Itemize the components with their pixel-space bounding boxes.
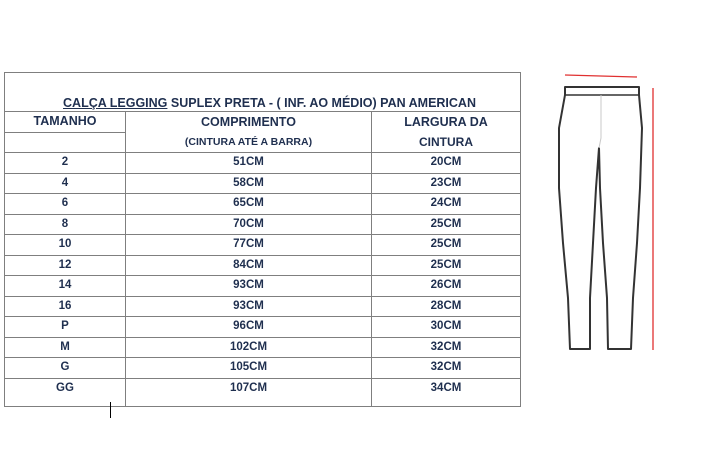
text-cursor	[110, 402, 111, 418]
table-row	[5, 276, 521, 297]
waist-cell: 30CM	[372, 317, 521, 338]
waist-cell: 25CM	[372, 255, 521, 276]
length-cell: 107CM	[126, 378, 372, 406]
table-row	[5, 378, 521, 406]
table-row	[5, 317, 521, 338]
table-row	[5, 255, 521, 276]
length-cell: 105CM	[126, 358, 372, 379]
waist-cell: 34CM	[372, 378, 521, 406]
length-cell: 96CM	[126, 317, 372, 338]
size-cell: 12	[5, 255, 126, 276]
length-cell: 58CM	[126, 173, 372, 194]
waist-cell: 32CM	[372, 337, 521, 358]
subheader-row	[5, 132, 521, 153]
table-row	[5, 153, 521, 174]
size-chart-table	[4, 72, 521, 407]
subheader-size-empty	[5, 132, 126, 153]
size-cell: G	[5, 358, 126, 379]
length-cell: 65CM	[126, 194, 372, 215]
table-row	[5, 358, 521, 379]
waist-measure-line	[565, 75, 637, 77]
table-row	[5, 173, 521, 194]
size-cell: 4	[5, 173, 126, 194]
title-row	[5, 73, 521, 112]
length-cell: 102CM	[126, 337, 372, 358]
waist-cell: 25CM	[372, 214, 521, 235]
length-cell: 93CM	[126, 276, 372, 297]
table-row	[5, 235, 521, 256]
table-row	[5, 337, 521, 358]
header-length: COMPRIMENTO	[126, 112, 372, 133]
size-cell: 10	[5, 235, 126, 256]
size-cell: 16	[5, 296, 126, 317]
size-cell: P	[5, 317, 126, 338]
waist-cell: 32CM	[372, 358, 521, 379]
waist-cell: 28CM	[372, 296, 521, 317]
waist-cell: 23CM	[372, 173, 521, 194]
waist-cell: 26CM	[372, 276, 521, 297]
title-rest: SUPLEX PRETA - ( INF. AO MÉDIO) PAN AMERICAN	[167, 96, 476, 110]
length-cell: 77CM	[126, 235, 372, 256]
header-row	[5, 112, 521, 133]
waist-cell: 24CM	[372, 194, 521, 215]
header-size: TAMANHO	[5, 112, 126, 133]
table-row	[5, 296, 521, 317]
title-underlined: CALÇA LEGGING	[63, 96, 168, 110]
size-cell: 8	[5, 214, 126, 235]
size-cell: 2	[5, 153, 126, 174]
length-cell: 70CM	[126, 214, 372, 235]
length-cell: 51CM	[126, 153, 372, 174]
header-waist: LARGURA DA	[372, 112, 521, 133]
length-cell: 84CM	[126, 255, 372, 276]
header-length-sub: (CINTURA ATÉ A BARRA)	[126, 132, 372, 153]
header-waist-sub: CINTURA	[372, 132, 521, 153]
waist-cell: 25CM	[372, 235, 521, 256]
size-cell: GG	[5, 378, 126, 406]
table-title	[5, 73, 521, 112]
size-cell: 14	[5, 276, 126, 297]
table-row	[5, 194, 521, 215]
waist-cell: 20CM	[372, 153, 521, 174]
size-cell: 6	[5, 194, 126, 215]
length-cell: 93CM	[126, 296, 372, 317]
size-cell: M	[5, 337, 126, 358]
leggings-illustration	[555, 68, 675, 368]
table-row	[5, 214, 521, 235]
